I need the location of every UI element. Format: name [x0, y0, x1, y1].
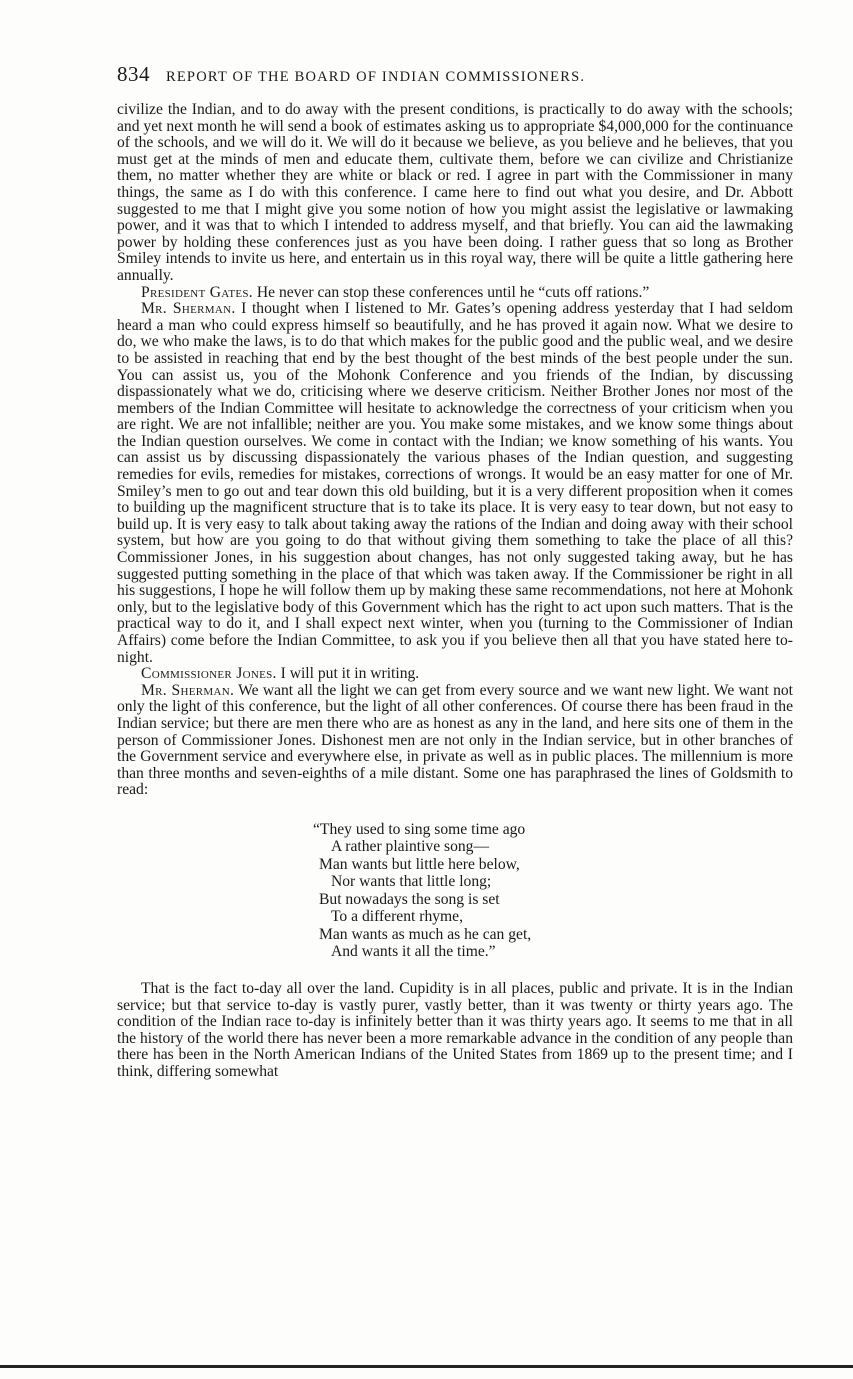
poem-line: And wants it all the time.” — [331, 943, 496, 961]
speech-text: I will put it in writing. — [276, 665, 420, 683]
speech-text: We want all the light we can get from every source and we want new light. We want not only the light of this conference, but the light of all other conferences. Of course there has been fraud in the Indian service; but there are men there who are as honest as any in the land, and here sits one of them in the person of Commissioner Jones. Dishonest men are not only in the Indian service, but in other branches of the Government service and everywhere else, in private as well as in public places. The millennium is more than three months and seven-eighths of a mile distant. Some one has paraphrased the lines of Goldsmith to read: — [117, 681, 793, 799]
page-bottom-rule — [0, 1365, 853, 1368]
paragraph-mr-sherman-1 — [117, 301, 793, 666]
poem-line: Man wants but little here below, — [319, 855, 520, 873]
poem-line: Man wants as much as he can get, — [319, 925, 532, 943]
speaker-name: Commissioner Jones. — [141, 665, 277, 683]
poem-line: But nowadays the song is set — [319, 890, 500, 908]
paragraph-president-gates — [117, 285, 793, 302]
document-page — [117, 62, 793, 1081]
paragraph-continued: civilize the Indian, and to do away with the present conditions, is practically to do away with the schools; and yet next month he will send a book of estimates asking us to appropriate $4,000,000 for the continuance of the schools, and we will do it. We will do it because we believe, as you believe and he believes, that you must get at the minds of men and educate them, cultivate them, before we can civilize and Christianize them, no matter whether they are white or black or red. I agree in part with the Commissioner in many things, the same as I do with this conference. I came here to find out what you desire, and Dr. Abbott suggested to me that I might give you some notion of how you might assist the legislative or lawmaking power, and it was that to which I intended to address myself, and that briefly. You can aid the lawmaking power by holding these conferences just as you have been doing. I rather guess that so long as Brother Smiley intends to invite us here, and entertain us in this royal way, there will be quite a little gathering here annually. — [117, 101, 793, 284]
speaker-name: President Gates. — [141, 283, 253, 301]
poem-line: A rather plaintive song— — [331, 838, 490, 856]
page-number: 834 — [117, 62, 150, 86]
poem-line: To a different rhyme, — [331, 908, 463, 926]
speaker-name: Mr. Sherman. — [141, 681, 235, 699]
quoted-poem — [313, 821, 793, 961]
paragraph-commissioner-jones — [117, 666, 793, 683]
running-title: REPORT OF THE BOARD OF INDIAN COMMISSIONERS. — [166, 69, 586, 85]
speech-text: He never can stop these conferences until he “cuts off rations.” — [252, 283, 650, 301]
paragraph-mr-sherman-2 — [117, 683, 793, 799]
paragraph-closing: That is the fact to-day all over the land. Cupidity is in all places, public and private. It is in the Indian service; but that service to-day is vastly purer, vastly better, than it was twenty or thirty years ago. The condition of the Indian race to-day is infinitely better than it was thirty years ago. It seems to me that in all the history of the world there has never been a more remarkable advance in the condition of any people than there has been in the North American Indians of the United States from 1869 up to the present time; and I think, differing somewhat — [117, 979, 793, 1080]
speech-text: I thought when I listened to Mr. Gates’s opening address yesterday that I had seldom heard a man who could express himself so beautifully, and he has proved it again now. What we desire to do, we who make the laws, is to do that which makes for the public good and the public weal, and we desire to be assisted in reaching that end by the best thought of the best minds of the best people under the sun. You can assist us, you of the Mohonk Conference and you friends of the Indian, by discussing dispassionately what we do, criticising where we deserve criticism. Neither Brother Jones nor most of the members of the Indian Committee will hesitate to acknowledge the correctness of your criticism when you are right. We are not infallible; neither are you. You make some mistakes, and we know some things about the Indian question ourselves. We come in contact with the Indian; we know something of his wants. You can assist us by discussing dispassionately the various phases of the Indian question, and suggesting remedies for evils, remedies for mistakes, corrections of wrongs. It would be an easy matter for one of Mr. Smiley’s men to go out and tear down this old building, but it is a very different proposition when it comes to building up the magnificent structure that is to take its place. It is very easy to tear down, but not easy to build up. It is very easy to talk about taking away the rations of the Indian and doing away with their school system, but how are you going to do that without giving them something to take the place of all this? Commissioner Jones, in his suggestion about changes, has not only suggested taking away, but he has suggested putting something in the place of that which was taken away. If the Commissioner be right in all his suggestions, I hope he will follow them up by making these same recommendations, not here at Mohonk only, but to the legislative body of this Government which has the right to act upon such matters. That is the practical way to do it, and I shall expect next winter, when you (turning to the Commissioner of Indian Affairs) come before the Indian Committee, to ask you if you believe then all that you have stated here to-night. — [117, 300, 794, 666]
poem-line: “They used to sing some time ago — [313, 820, 526, 838]
poem-line: Nor wants that little long; — [331, 873, 492, 891]
speaker-name: Mr. Sherman. — [141, 300, 236, 318]
page-header — [117, 62, 793, 94]
